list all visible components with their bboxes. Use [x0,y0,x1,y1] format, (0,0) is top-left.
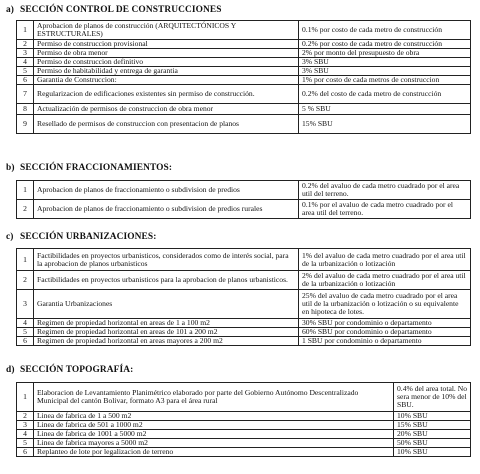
section-b-title: SECCIÓN FRACCIONAMIENTOS: [20,163,173,173]
section-a-title: SECCIÓN CONTROL DE CONSTRUCCIONES [20,5,222,15]
row-description: Permiso de construccion provisional [34,40,299,49]
row-value: 0.2% del costo de cada metro de construcción [299,85,471,104]
row-number: 2 [17,200,34,219]
row-number: 6 [17,448,34,457]
section-b-heading [6,163,172,173]
row-description: Aprobacion de planos de fraccionamiento o subdivision de predios [34,181,299,200]
row-description: Regimen de propiedad horizontal en areas de 1 a 100 m2 [34,319,299,328]
row-value: 30% SBU por condominio o departamento [299,319,471,328]
row-description: Elaboracion de Levantamiento Planimétrico elaborado por parte del Gobierno Autónomo Descentralizado Municipal del cantón Bolivar, formato A3 para el área rural [34,383,394,412]
row-value: 1% por costo de cada metros de construccion [299,76,471,85]
row-value: 10% SBU [394,448,471,457]
row-number: 4 [17,319,34,328]
section-b-letter: b) [6,163,15,173]
row-value: 10% SBU [394,412,471,421]
table-row [17,49,471,58]
row-value: 2% por monto del presupuesto de obra [299,49,471,58]
row-description: Resellado de permisos de construccion con presentacion de planos [34,115,299,134]
row-description: Regularizacion de edificaciones existentes sin permiso de construcción. [34,85,299,104]
row-description: Permiso de habitabilidad y entrega de garantia [34,67,299,76]
row-number: 9 [17,115,34,134]
row-number: 6 [17,76,34,85]
row-value: 0.1% por el avaluo de cada metro cuadrado por el area util del terreno. [299,200,471,219]
table-row [17,271,471,290]
row-value: 50% SBU [394,439,471,448]
table-row [17,383,471,412]
row-value: 15% SBU [299,115,471,134]
table-row [17,104,471,115]
section-d-heading [6,365,133,375]
row-description: Replanteo de lote por legalizacion de terreno [34,448,394,457]
section-d-letter: d) [6,365,15,375]
row-description: Factibilidades en proyectos urbanisticos para la aprobacion de planos urbanisticos. [34,271,299,290]
row-number: 1 [17,21,34,40]
row-value: 3% SBU [299,67,471,76]
section-c-table [16,248,471,346]
table-row [17,249,471,271]
row-number: 2 [17,412,34,421]
row-number: 6 [17,337,34,346]
row-value: 1 SBU por condominio o departamento [299,337,471,346]
row-value: 0.4% del area total. No sera menor de 10% del SBU. [394,383,471,412]
row-description: Permiso de obra menor [34,49,299,58]
row-value: 5 % SBU [299,104,471,115]
row-value: 0.2% del avaluo de cada metro cuadrado por el area util del terreno. [299,181,471,200]
row-number: 2 [17,40,34,49]
section-c-letter: c) [6,232,14,242]
row-number: 5 [17,328,34,337]
row-number: 5 [17,439,34,448]
section-d-title: SECCIÓN TOPOGRAFÍA: [20,365,134,375]
row-number: 3 [17,290,34,319]
row-description: Linea de fabrica de 501 a 1000 m2 [34,421,394,430]
row-number: 3 [17,421,34,430]
section-a-letter: a) [6,5,15,15]
section-a-table [16,20,471,134]
row-description: Regimen de propiedad horizontal en areas de 101 a 200 m2 [34,328,299,337]
row-description: Aprobacion de planos de construcción (ARQUITECTÓNICOS Y ESTRUCTURALES) [34,21,299,40]
row-value: 25% del avaluo de cada metro cuadrado por el area util de la urbanización o lotización o su equivalente en hipoteca de lotes. [299,290,471,319]
row-description: Actualización de permisos de construccion de obra menor [34,104,299,115]
table-row [17,412,471,421]
row-number: 8 [17,104,34,115]
table-row [17,21,471,40]
table-row [17,319,471,328]
row-number: 1 [17,249,34,271]
table-row [17,58,471,67]
row-description: Permiso de construccion definitivo [34,58,299,67]
row-description: Linea de fabrica de 1 a 500 m2 [34,412,394,421]
row-description: Linea de fabrica de 1001 a 5000 m2 [34,430,394,439]
row-value: 0.2% por costo de cada metro de construcción [299,40,471,49]
table-row [17,421,471,430]
row-description: Aprobacion de planos de fraccionamiento o subdivision de predios rurales [34,200,299,219]
row-value: 2% del avaluo de cada metro cuadrado por el area util de la urbanización o lotización [299,271,471,290]
row-description: Factibilidades en proyectos urbanisticos, considerados como de interés social, para la aprobacion de planos urbanisticos [34,249,299,271]
row-number: 4 [17,430,34,439]
row-number: 7 [17,85,34,104]
table-row [17,200,471,219]
row-number: 1 [17,181,34,200]
table-row [17,181,471,200]
table-row [17,85,471,104]
section-b-table [16,180,471,219]
row-value: 0.1% por costo de cada metro de construcción [299,21,471,40]
table-row [17,76,471,85]
table-row [17,67,471,76]
row-number: 3 [17,49,34,58]
table-row [17,115,471,134]
section-c-title: SECCIÓN URBANIZACIONES: [20,232,157,242]
row-number: 4 [17,58,34,67]
row-value: 15% SBU [394,421,471,430]
row-description: Garantia de Construccion: [34,76,299,85]
table-row [17,448,471,457]
row-value: 20% SBU [394,430,471,439]
row-description: Garantia Urbanizaciones [34,290,299,319]
table-row [17,328,471,337]
table-row [17,40,471,49]
table-row [17,430,471,439]
row-value: 60% SBU por condominio o departamento [299,328,471,337]
row-number: 1 [17,383,34,412]
table-row [17,439,471,448]
section-c-heading [6,232,156,242]
table-row [17,337,471,346]
section-d-table [16,382,471,457]
row-number: 5 [17,67,34,76]
section-a-heading [6,5,222,15]
table-row [17,290,471,319]
row-description: Linea de fabrica mayores a 5000 m2 [34,439,394,448]
row-value: 3% SBU [299,58,471,67]
row-value: 1% del avaluo de cada metro cuadrado por el area util de la urbanización o lotización [299,249,471,271]
row-description: Regimen de propiedad horizontal en areas mayores a 200 m2 [34,337,299,346]
row-number: 2 [17,271,34,290]
